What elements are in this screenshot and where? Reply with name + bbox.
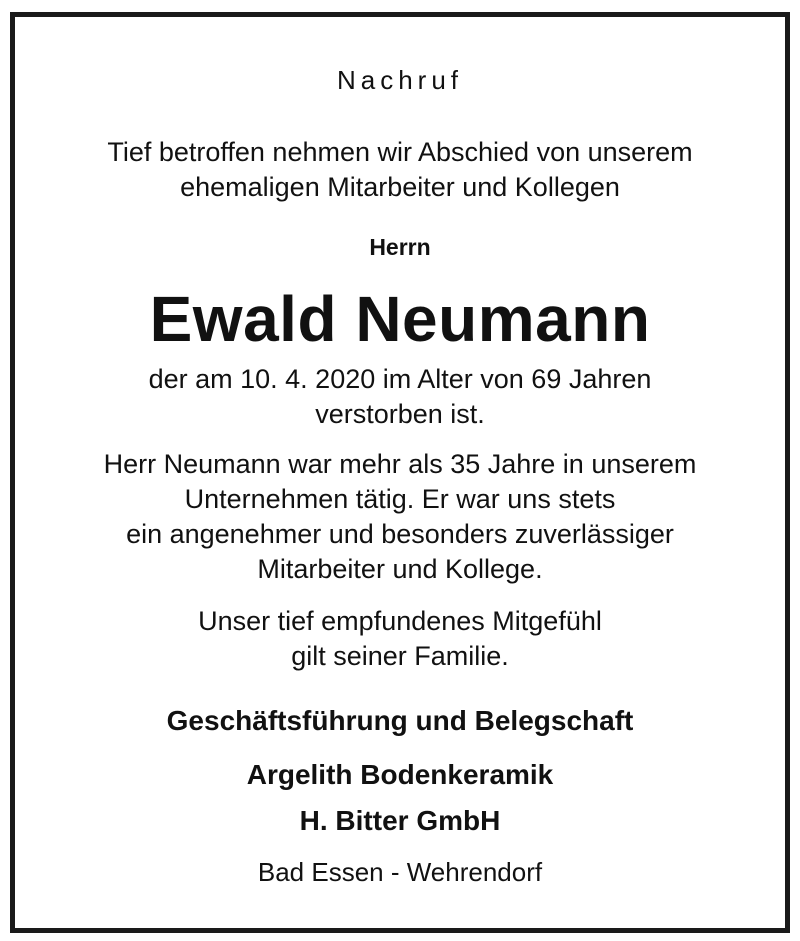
signatories: Geschäftsführung und Belegschaft <box>166 705 634 736</box>
company-location: Bad Essen - Wehrendorf <box>257 857 543 887</box>
death-info-line-2: verstorben ist. <box>315 399 485 429</box>
condolence-line-2: gilt seiner Familie. <box>291 641 509 671</box>
obituary-notice-frame <box>10 12 790 933</box>
tribute-line-4: Mitarbeiter und Kollege. <box>257 554 543 584</box>
company-name-line-1: Argelith Bodenkeramik <box>246 759 554 790</box>
deceased-name: Ewald Neumann <box>149 283 651 355</box>
salutation: Herrn <box>369 234 431 260</box>
intro-line-1: Tief betroffen nehmen wir Abschied von unserem <box>107 137 693 167</box>
company-name-line-2: H. Bitter GmbH <box>299 805 501 836</box>
tribute-line-1: Herr Neumann war mehr als 35 Jahre in unserem <box>103 449 697 479</box>
notice-heading: Nachruf <box>336 65 464 95</box>
death-info-line-1: der am 10. 4. 2020 im Alter von 69 Jahren <box>148 364 652 394</box>
tribute-line-3: ein angenehmer und besonders zuverlässiger <box>126 519 674 549</box>
condolence-line-1: Unser tief empfundenes Mitgefühl <box>198 606 602 636</box>
intro-line-2: ehemaligen Mitarbeiter und Kollegen <box>180 172 620 202</box>
tribute-line-2: Unternehmen tätig. Er war uns stets <box>184 484 616 514</box>
